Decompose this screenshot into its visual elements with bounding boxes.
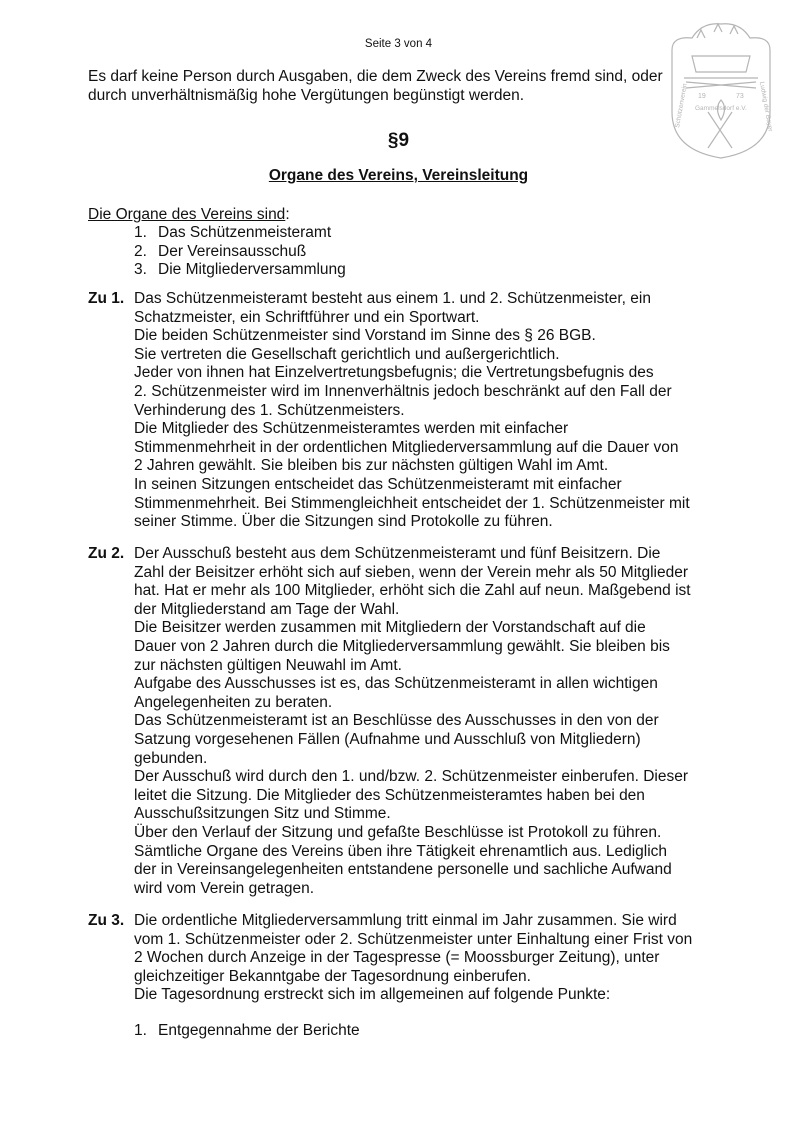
intro-line-2: durch unverhältnismäßig hohe Vergütungen begünstigt werden. (88, 86, 525, 104)
list-item-label: Der Vereinsausschuß (158, 242, 307, 260)
list-item (134, 243, 346, 262)
seal-year-left: 19 (698, 93, 706, 100)
seal-left-arc: Schützenverein (674, 83, 689, 129)
text-line: Zahl der Beisitzer erhöht sich auf sieben, wenn der Verein mehr als 50 Mitglieder (134, 563, 688, 581)
text-line: Satzung vorgesehenen Fällen (Aufnahme und Ausschluß von Mitgliedern) (134, 730, 641, 748)
text-line: 2. Schützenmeister wird im Innenverhältnis jedoch beschränkt auf den Fall der (134, 382, 672, 400)
text-line: Die ordentliche Mitgliederversammlung tritt einmal im Jahr zusammen. Sie wird (134, 912, 677, 929)
list-item-label: Entgegennahme der Berichte (158, 1022, 360, 1039)
text-line: Die Beisitzer werden zusammen mit Mitgliedern der Vorstandschaft auf die (134, 619, 646, 637)
text-line: Das Schützenmeisteramt ist an Beschlüsse des Ausschusses in den von der (134, 712, 659, 730)
organs-intro (88, 206, 290, 225)
text-line: Das Schützenmeisteramt besteht aus einem 1. und 2. Schützenmeister, ein (134, 290, 651, 307)
list-item-number: 2. (134, 242, 147, 260)
text-line: Sie vertreten die Gesellschaft gerichtlich und außergerichtlich. (134, 345, 560, 363)
text-line: In seinen Sitzungen entscheidet das Schützenmeisteramt mit einfacher (134, 475, 622, 493)
text-line: Jeder von ihnen hat Einzelvertretungsbefugnis; die Vertretungsbefugnis des (134, 364, 654, 382)
organs-intro-text: Die Organe des Vereins sind (88, 206, 286, 223)
text-line: Ausschußsitzungen Sitz und Stimme. (134, 805, 391, 823)
list-item (134, 224, 346, 243)
text-line: zur nächsten gültigen Neuwahl im Amt. (134, 656, 402, 674)
text-line: Der Ausschuß besteht aus dem Schützenmeisteramt und fünf Beisitzern. Die (134, 545, 661, 562)
text-line: Aufgabe des Ausschusses ist es, das Schützenmeisteramt in allen wichtigen (134, 675, 658, 693)
text-line: Über den Verlauf der Sitzung und gefaßte Beschlüsse ist Protokoll zu führen. (134, 823, 662, 841)
text-line: seiner Stimme. Über die Sitzungen sind Protokolle zu führen. (134, 513, 553, 531)
list-item-number: 3. (134, 261, 147, 279)
text-line: Stimmenmehrheit. Bei Stimmengleichheit entscheidet der 1. Schützenmeister mit (134, 494, 690, 512)
text-line: Stimmenmehrheit in der ordentlichen Mitgliederversammlung auf die Dauer von (134, 438, 679, 456)
text-line: hat. Hat er mehr als 100 Mitglieder, erhöht sich die Zahl auf neun. Maßgebend ist (134, 582, 691, 600)
club-seal-icon (662, 16, 780, 162)
text-line: Die Mitglieder des Schützenmeisteramtes werden mit einfacher (134, 420, 569, 438)
text-line: der in Vereinsangelegenheiten entstandene personelle und sachliche Aufwand (134, 861, 672, 879)
text-line: Verhinderung des 1. Schützenmeisters. (134, 401, 405, 419)
page-number: Seite 3 von 4 (364, 38, 433, 50)
list-item (134, 261, 346, 280)
text-line: Dauer von 2 Jahren durch die Mitgliederversammlung gewählt. Sie bleiben bis (134, 637, 670, 655)
zu1-text (134, 290, 690, 532)
list-item-number: 1. (134, 1022, 147, 1039)
list-item-label: Das Schützenmeisteramt (158, 224, 332, 241)
text-line: wird vom Verein getragen. (134, 879, 315, 897)
seal-right-arc: Ludwig der Bayer (758, 81, 774, 133)
text-line: 2 Jahren gewählt. Sie bleiben bis zur nächsten gültigen Wahl im Amt. (134, 457, 609, 475)
seal-center-text: Gammelsdorf e.V. (695, 105, 747, 112)
zu1-label: Zu 1. (88, 290, 125, 307)
list-item-label: Die Mitgliederversammlung (158, 261, 346, 279)
text-line: der Mitgliederstand am Tage der Wahl. (134, 600, 400, 618)
zu3-label: Zu 3. (88, 912, 125, 929)
text-line: Der Ausschuß wird durch den 1. und/bzw. 2. Schützenmeister einberufen. Dieser (134, 768, 688, 786)
text-line: leitet die Sitzung. Die Mitglieder des Schützenmeisteramtes haben bei den (134, 786, 645, 804)
text-line: 2 Wochen durch Anzeige in der Tagespresse (= Moossburger Zeitung), unter (134, 949, 660, 967)
intro-line-1: Es darf keine Person durch Ausgaben, die dem Zweck des Vereins fremd sind, oder (88, 68, 663, 85)
organs-list (134, 224, 346, 280)
seal-year-right: 73 (736, 93, 744, 100)
zu2-label: Zu 2. (88, 545, 125, 562)
text-line: Die beiden Schützenmeister sind Vorstand im Sinne des § 26 BGB. (134, 327, 596, 345)
text-line: Die Tagesordnung erstreckt sich im allgemeinen auf folgende Punkte: (134, 986, 611, 1004)
organs-intro-colon: : (285, 206, 290, 223)
text-line: Schatzmeister, ein Schriftführer und ein Sportwart. (134, 308, 480, 326)
text-line: vom 1. Schützenmeister oder 2. Schützenmeister unter Einhaltung einer Frist von (134, 930, 693, 948)
zu2-text (134, 545, 691, 898)
section-number: §9 (387, 130, 410, 151)
list-item-number: 1. (134, 224, 147, 241)
text-line: gebunden. (134, 749, 208, 767)
section-title: Organe des Vereins, Vereinsleitung (268, 167, 529, 184)
text-line: gleichzeitiger Bekanntgabe der Tagesordnung einberufen. (134, 967, 531, 985)
text-line: Sämtliche Organe des Vereins üben ihre Tätigkeit ehrenamtlich aus. Lediglich (134, 842, 668, 860)
agenda-list (134, 1022, 360, 1041)
text-line: Angelegenheiten zu beraten. (134, 693, 333, 711)
zu3-text (134, 912, 692, 1005)
list-item (134, 1022, 360, 1041)
